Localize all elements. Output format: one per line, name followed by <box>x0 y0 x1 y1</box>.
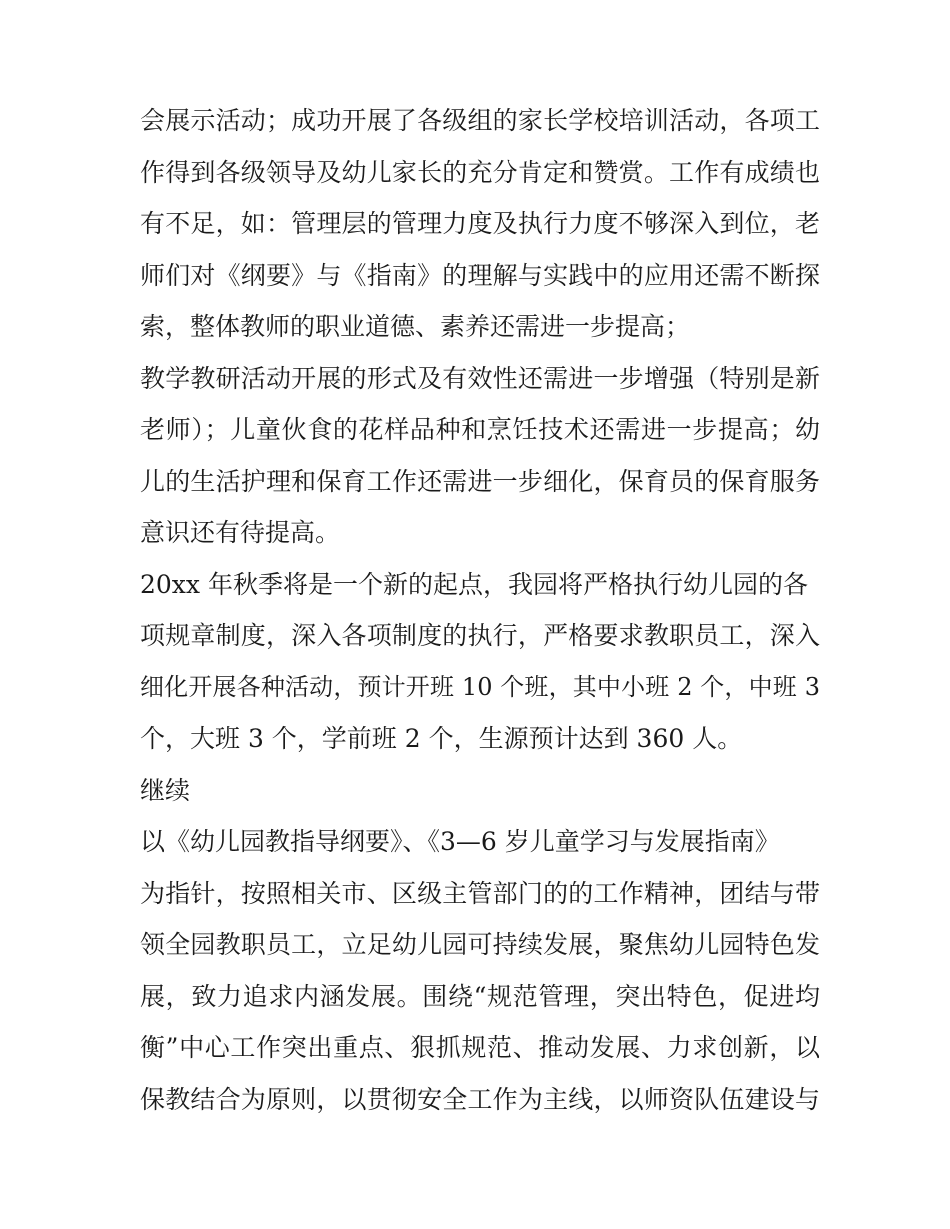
text-line: 展，致力追求内涵发展。围绕“规范管理，突出特色，促进均 <box>140 981 820 1011</box>
text-line: 细化开展各种活动，预计开班 10 个班，其中小班 2 个，中班 3 <box>140 672 820 701</box>
text-line: 会展示活动；成功开展了各级组的家长学校培训活动，各项工 <box>140 106 820 135</box>
text-line: 保教结合为原则，以贯彻安全工作为主线，以师资队伍建设与 <box>140 1084 820 1114</box>
text-line: 索，整体教师的职业道德、素养还需进一步提高； <box>140 312 691 341</box>
body-text <box>140 108 820 1138</box>
text-line: 老师）；儿童伙食的花样品种和烹饪技术还需进一步提高；幼 <box>140 415 820 444</box>
text-line: 有不足，如：管理层的管理力度及执行力度不够深入到位，老 <box>140 209 820 238</box>
text-line: 儿的生活护理和保育工作还需进一步细化，保育员的保育服务 <box>140 466 820 496</box>
text-line: 师们对《纲要》与《指南》的理解与实践中的应用还需不断探 <box>140 260 820 290</box>
text-line: 教学教研活动开展的形式及有效性还需进一步增强（特别是新 <box>140 363 820 393</box>
text-line: 项规章制度，深入各项制度的执行，严格要求教职员工，深入 <box>140 621 820 650</box>
text-line: 以《幼儿园教指导纲要》、《3—6 岁儿童学习与发展指南》 <box>140 827 780 856</box>
text-line: 衡”中心工作突出重点、狠抓规范、推动发展、力求创新，以 <box>140 1033 820 1062</box>
text-line: 继续 <box>140 775 191 805</box>
text-line: 领全园教职员工，立足幼儿园可持续发展，聚焦幼儿园特色发 <box>140 930 820 959</box>
text-line: 为指针，按照相关市、区级主管部门的的工作精神，团结与带 <box>140 878 820 908</box>
text-line: 20xx 年秋季将是一个新的起点，我园将严格执行幼儿园的各 <box>140 569 808 599</box>
text-line: 意识还有待提高。 <box>140 518 341 547</box>
text-line: 个，大班 3 个，学前班 2 个，生源预计达到 360 人。 <box>140 724 743 753</box>
text-line: 作得到各级领导及幼儿家长的充分肯定和赞赏。工作有成绩也 <box>140 157 820 187</box>
